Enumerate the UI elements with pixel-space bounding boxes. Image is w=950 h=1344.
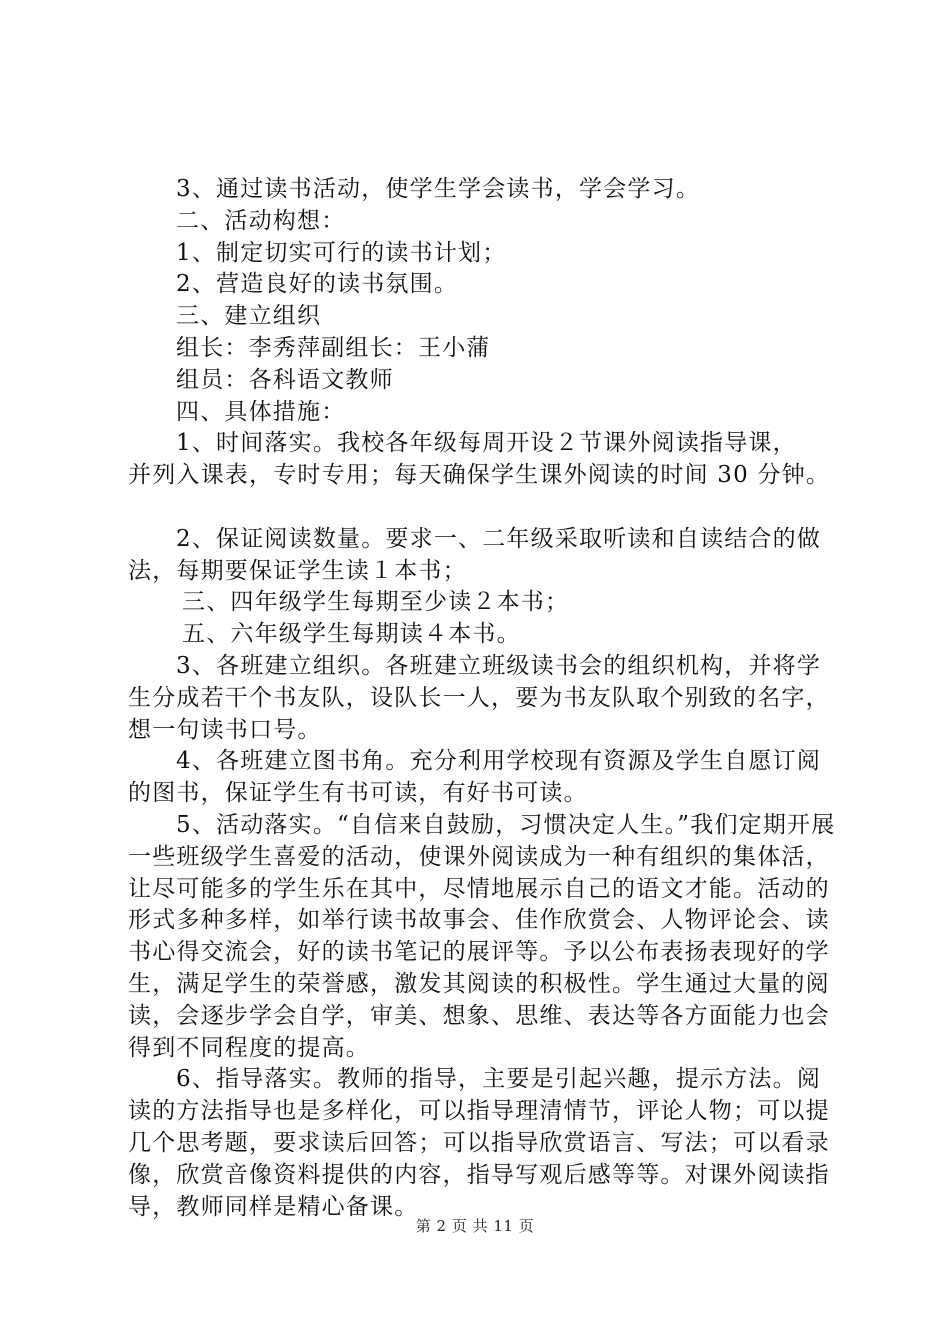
measure-4-paragraph: 4、各班建立图书角。充分利用学校现有资源及学生自愿订阅的图书，保证学生有书可读，有好书可读。 bbox=[128, 748, 822, 807]
section-heading-measures: 四、具体措施： bbox=[176, 398, 346, 425]
goal-3-line: 3、通过读书活动，使学生学会读书，学会学习。 bbox=[176, 176, 701, 202]
measure-1-line-1: 1、时间落实。我校各年级每周开设２节课外阅读指导课， bbox=[176, 430, 797, 457]
section-heading-organization: 三、建立组织 bbox=[176, 303, 322, 330]
concept-item-1: 1、制定切实可行的读书计划； bbox=[176, 239, 507, 266]
measure-2-grade-5-6: 五、六年级学生每期读４本书。 bbox=[182, 621, 521, 648]
organization-leaders: 组长：李秀萍副组长：王小蒲 bbox=[176, 334, 491, 361]
measure-2-paragraph: 2、保证阅读数量。要求一、二年级采取听读和自读结合的做法，每期要保证学生读１本书； bbox=[128, 525, 822, 584]
paragraph-gap bbox=[128, 492, 838, 524]
measure-6-paragraph: 6、指导落实。教师的指导，主要是引起兴趣，提示方法。阅读的方法指导也是多样化，可以指导理清情节，评论人物；可以提几个思考题，要求读后回答；可以指导欣赏语言、写法；可以看录像，欣赏音像资料提供的内容，指导写观后感等等。对课外阅读指导，教师同样是精心备课。 bbox=[128, 1066, 830, 1220]
measure-5-paragraph: 5、活动落实。“自信来自鼓励，习惯决定人生。”我们定期开展一些班级学生喜爱的活动，使课外阅读成为一种有组织的集体活，让尽可能多的学生乐在其中，尽情地展示自己的语文才能。活动的形式多种多样，如举行读书故事会、佳作欣赏会、人物评论会、读书心得交流会，好的读书笔记的展评等。予以公布表扬表现好的学生，满足学生的荣誉感，激发其阅读的积极性。学生通过大量的阅读，会逐步学会自学，审美、想象、思维、表达等各方面能力也会得到不同程度的提高。 bbox=[128, 811, 836, 1061]
organization-members: 组员：各科语文教师 bbox=[176, 366, 394, 393]
concept-item-2: 2、营造良好的读书氛围。 bbox=[176, 271, 459, 298]
measure-1-line-2: 并列入课表，专时专用；每天确保学生课外阅读的时间 30 分钟。 bbox=[128, 462, 831, 489]
measure-3-paragraph: 3、各班建立组织。各班建立班级读书会的组织机构，并将学生分成若干个书友队，设队长一人，要为书友队取个别致的名字，想一句读书口号。 bbox=[128, 652, 830, 743]
document-body bbox=[128, 174, 838, 1223]
section-heading-concept: 二、活动构想： bbox=[176, 207, 346, 234]
page-footer: 第 2 页 共 11 页 bbox=[415, 1217, 535, 1235]
measure-2-grade-3-4: 三、四年级学生每期至少读２本书； bbox=[182, 589, 570, 616]
